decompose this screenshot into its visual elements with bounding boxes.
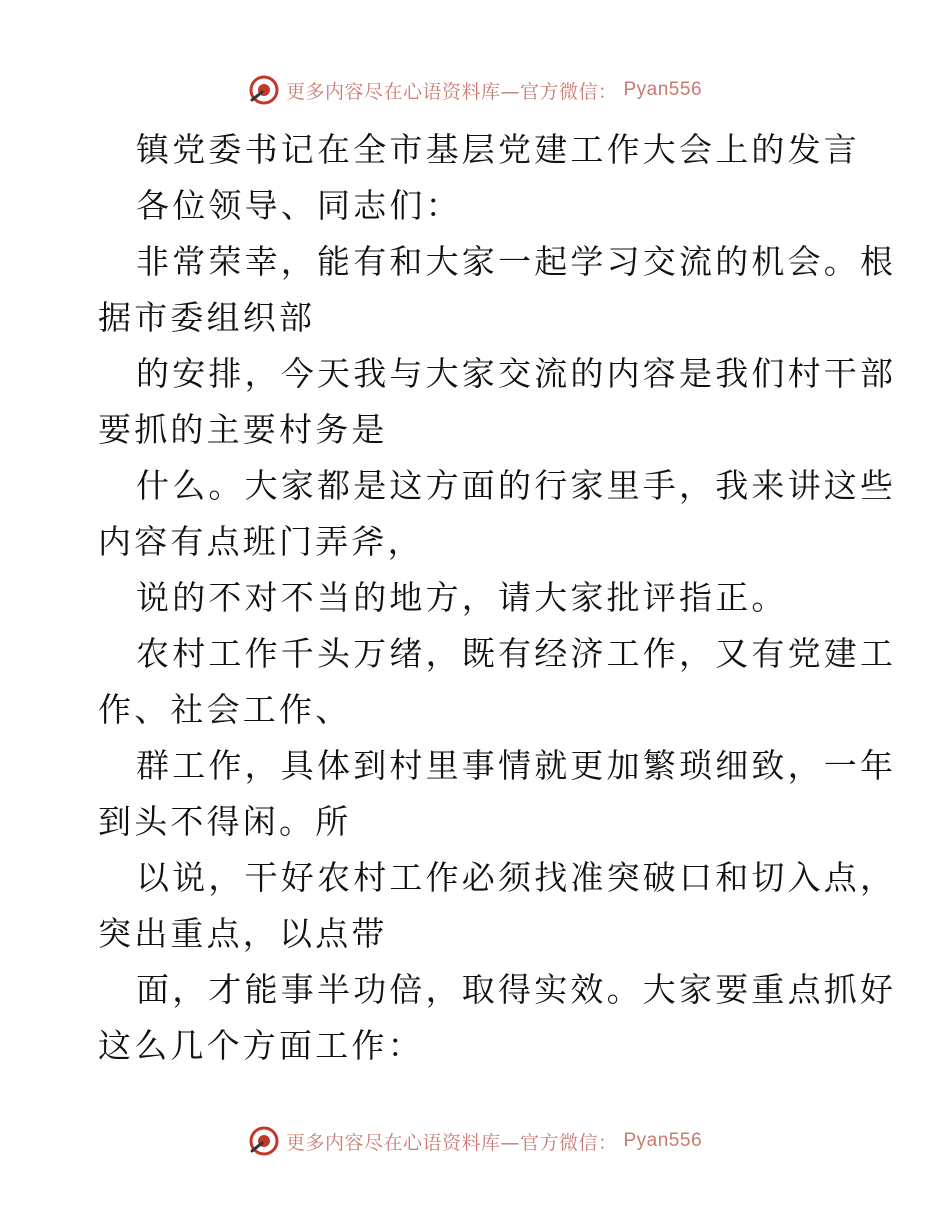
watermark-handle: Pyan556 <box>623 79 703 100</box>
watermark-handle: Pyan556 <box>623 1130 703 1151</box>
text-line: 非常荣幸，能有和大家一起学习交流的机会。根 <box>136 242 897 281</box>
document-body <box>98 122 897 1074</box>
document-title: 镇党委书记在全市基层党建工作大会上的发言 <box>136 130 860 169</box>
footer-watermark <box>0 1121 950 1161</box>
text-line: 群工作，具体到村里事情就更加繁琐细致，一年 <box>136 746 897 785</box>
text-line: 以说，干好农村工作必须找准突破口和切入点， <box>136 858 897 897</box>
header-watermark <box>0 70 950 110</box>
text-line: 这么几个方面工作： <box>98 1026 424 1065</box>
brand-logo-icon <box>248 74 280 106</box>
text-line: 什么。大家都是这方面的行家里手，我来讲这些 <box>136 466 897 505</box>
watermark-text: 更多内容尽在心语资料库—官方微信： <box>285 80 618 103</box>
text-line: 作、社会工作、 <box>98 690 352 729</box>
text-line: 面，才能事半功倍，取得实效。大家要重点抓好 <box>136 970 897 1009</box>
text-line: 突出重点，以点带 <box>98 914 388 953</box>
watermark-text: 更多内容尽在心语资料库—官方微信： <box>285 1131 618 1154</box>
text-line: 到头不得闲。所 <box>98 802 352 841</box>
text-line: 农村工作千头万绪，既有经济工作，又有党建工 <box>136 634 897 673</box>
text-line: 内容有点班门弄斧， <box>98 522 424 561</box>
text-line: 的安排，今天我与大家交流的内容是我们村干部 <box>136 354 897 393</box>
text-line: 各位领导、同志们： <box>136 186 462 225</box>
text-line: 说的不对不当的地方，请大家批评指正。 <box>136 578 788 617</box>
brand-logo-icon <box>248 1125 280 1157</box>
text-line: 据市委组织部 <box>98 298 316 337</box>
text-line: 要抓的主要村务是 <box>98 410 388 449</box>
